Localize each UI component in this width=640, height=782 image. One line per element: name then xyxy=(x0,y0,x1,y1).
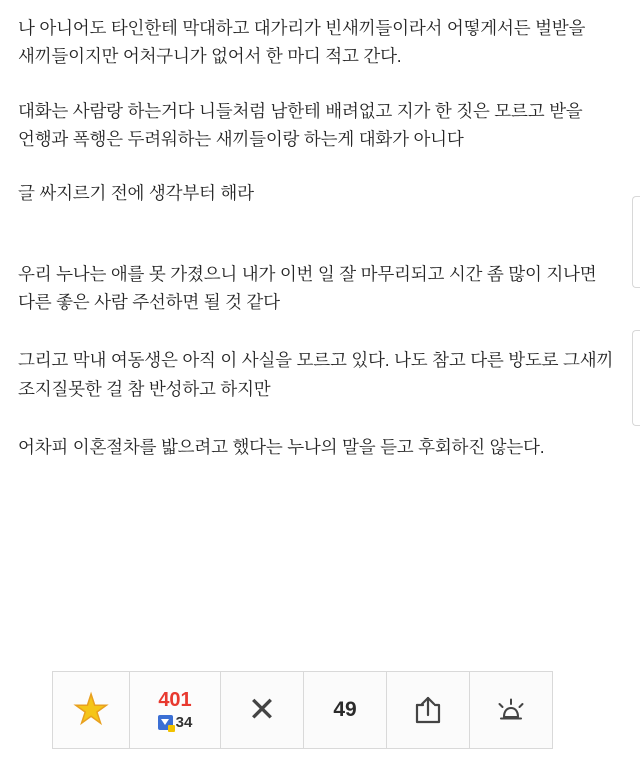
siren-icon xyxy=(494,693,528,727)
paragraph-spacer xyxy=(18,316,622,346)
share-button[interactable] xyxy=(386,671,470,749)
vote-button[interactable] xyxy=(129,671,221,749)
edge-overlay-card xyxy=(632,196,640,288)
thumbs-down-icon xyxy=(158,715,173,730)
downvote-group xyxy=(158,714,193,731)
comments-button[interactable] xyxy=(303,671,387,749)
comment-count: 49 xyxy=(333,698,357,721)
favorite-button[interactable] xyxy=(52,671,130,749)
paragraph-spacer xyxy=(18,208,622,260)
action-bar xyxy=(0,660,640,782)
post-paragraph: 글 싸지르기 전에 생각부터 해라 xyxy=(18,183,254,204)
post-paragraph: 대화는 사람랑 하는거다 니들처럼 남한테 배려없고 지가 한 짓은 모르고 받을 언행과 폭행은 두려워하는 새끼들이랑 하는게 대화가 아니다 xyxy=(18,100,583,150)
share-icon xyxy=(411,693,445,727)
report-button[interactable] xyxy=(469,671,553,749)
star-icon: ★ xyxy=(73,688,109,732)
edge-overlay-card xyxy=(632,330,640,426)
upvote-count: 401 xyxy=(158,689,192,711)
post-paragraph: 우리 누나는 애를 못 가졌으니 내가 이번 일 잘 마무리되고 시간 좀 많이 지나면 다른 좋은 사람 주선하면 될 것 같다 xyxy=(18,263,597,313)
close-button[interactable] xyxy=(220,671,304,749)
paragraph-spacer xyxy=(18,153,622,179)
close-icon: ✕ xyxy=(247,691,277,729)
post-paragraph: 어차피 이혼절차를 밟으려고 했다는 누나의 말을 듣고 후회하진 않는다. xyxy=(18,437,545,458)
paragraph-spacer xyxy=(18,403,622,433)
paragraph-spacer xyxy=(18,71,622,97)
post-paragraph: 나 아니어도 타인한테 막대하고 대가리가 빈새끼들이라서 어떻게서든 벌받을 새끼들이지만 어처구니가 없어서 한 마디 적고 간다. xyxy=(18,18,586,67)
downvote-count: 34 xyxy=(175,714,193,731)
post-paragraph: 그리고 막내 여동생은 아직 이 사실을 모르고 있다. 나도 참고 다른 방도로 그새끼 조지질못한 걸 참 반성하고 하지만 xyxy=(18,350,614,399)
